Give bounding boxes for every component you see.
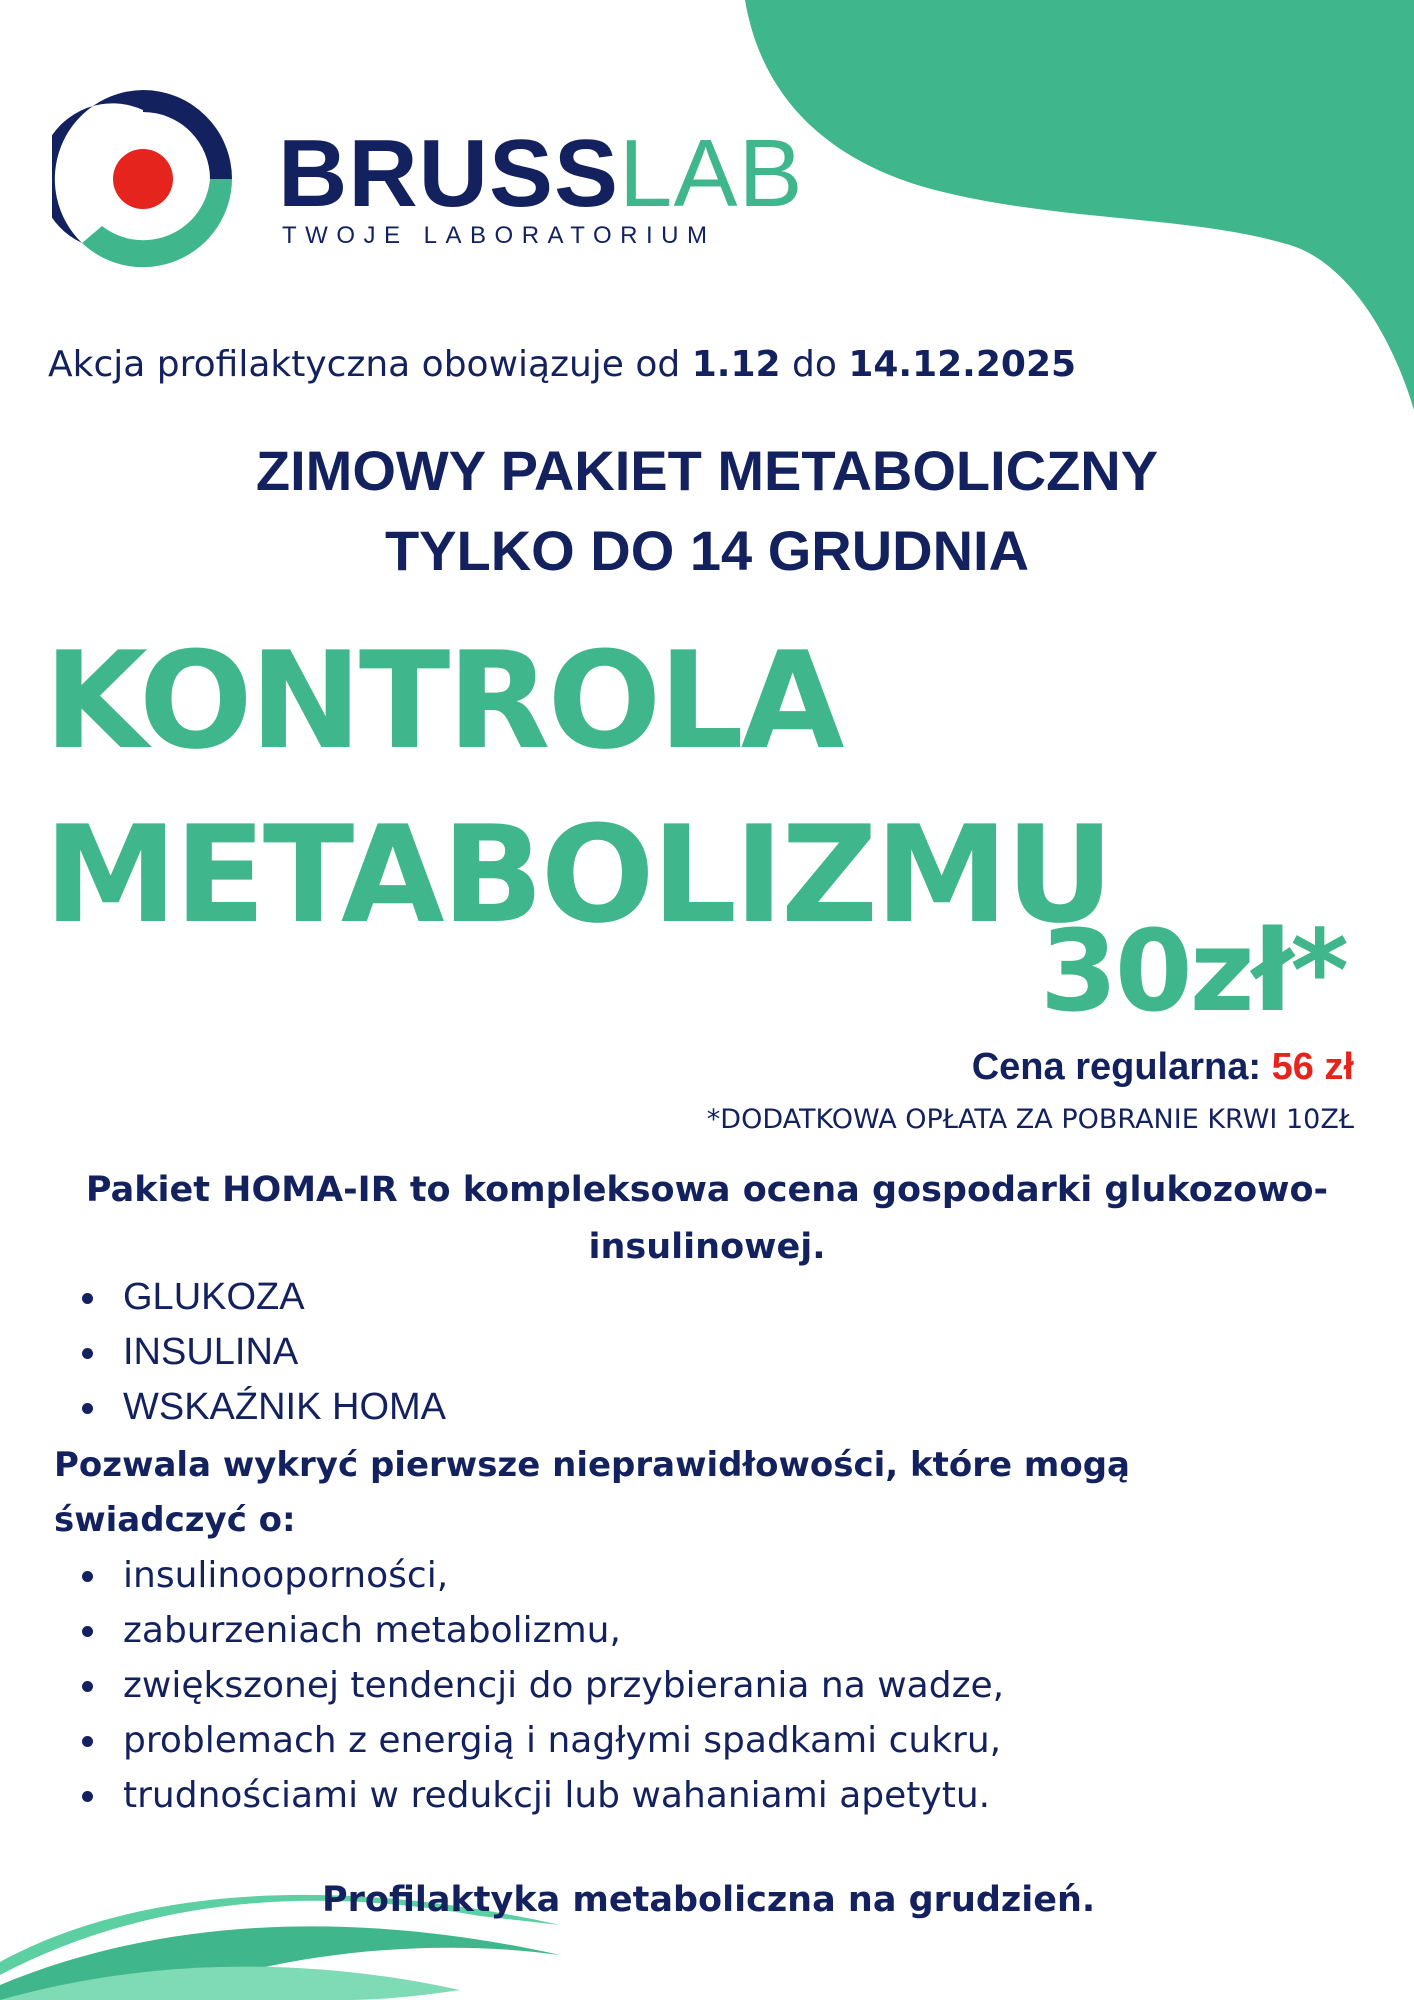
regular-price-label: Cena regularna: <box>971 1046 1272 1088</box>
brand-name <box>278 120 804 227</box>
title-line2: METABOLIZMU <box>44 797 1112 953</box>
list-item-label: problemach z energią i nagłymi spadkami cukru, <box>123 1720 1002 1761</box>
promo-end-date: 14.12.2025 <box>848 344 1077 385</box>
list-item-label: INSULINA <box>123 1331 299 1373</box>
list-item-label: insulinooporności, <box>123 1555 449 1596</box>
list-item-label: WSKAŹNIK HOMA <box>123 1386 447 1428</box>
bullet-icon <box>82 1626 93 1637</box>
bullet-icon <box>82 1293 93 1304</box>
brand-tagline: TWOJE LABORATORIUM <box>282 222 716 249</box>
title-line1: KONTROLA <box>44 623 842 779</box>
promo-middle: do <box>780 344 849 385</box>
list-item <box>70 1658 1004 1713</box>
list-item-label: zaburzeniach metabolizmu, <box>123 1610 621 1651</box>
bullet-icon <box>82 1571 93 1582</box>
brand-name-light: LAB <box>619 120 804 227</box>
regular-price-value: 56 zł <box>1271 1046 1354 1088</box>
bullet-icon <box>82 1791 93 1802</box>
detect-heading: Pozwala wykryć pierwsze nieprawidłowości, które mogą świadczyć o: <box>54 1445 1130 1540</box>
list-item <box>70 1768 1004 1823</box>
headline-line1: ZIMOWY PAKIET METABOLICZNY <box>255 439 1159 502</box>
list-item <box>70 1270 446 1325</box>
bullet-icon <box>82 1681 93 1692</box>
conditions-list <box>70 1548 1004 1823</box>
regular-price <box>972 1046 1354 1089</box>
brusslab-logo-icon <box>52 88 234 270</box>
footer-slogan: Profilaktyka metaboliczna na grudzień. <box>322 1880 1096 1920</box>
brand-name-bold: BRUSS <box>278 120 620 227</box>
promo-start-date: 1.12 <box>691 344 781 385</box>
list-item-label: zwiększonej tendencji do przybierania na wadze, <box>123 1665 1005 1706</box>
tests-list <box>70 1270 446 1435</box>
package-intro: Pakiet HOMA-IR to kompleksowa ocena gospodarki glukozowo-insulinowej. <box>85 1170 1329 1267</box>
list-item-label: trudnościami w redukcji lub wahaniami apetytu. <box>123 1775 991 1816</box>
promo-prefix: Akcja profilaktyczna obowiązuje od <box>48 344 692 385</box>
promo-period <box>48 344 1076 385</box>
bullet-icon <box>82 1736 93 1747</box>
list-item <box>70 1325 446 1380</box>
list-item-label: GLUKOZA <box>123 1276 305 1318</box>
list-item <box>70 1603 1004 1658</box>
list-item <box>70 1713 1004 1768</box>
blood-draw-fee-note: *DODATKOWA OPŁATA ZA POBRANIE KRWI 10ZŁ <box>706 1104 1354 1135</box>
price-value: 30zł* <box>1039 907 1346 1037</box>
list-item <box>70 1380 446 1435</box>
list-item <box>70 1548 1004 1603</box>
bullet-icon <box>82 1403 93 1414</box>
bullet-icon <box>82 1348 93 1359</box>
headline-line2: TYLKO DO 14 GRUDNIA <box>384 519 1030 582</box>
